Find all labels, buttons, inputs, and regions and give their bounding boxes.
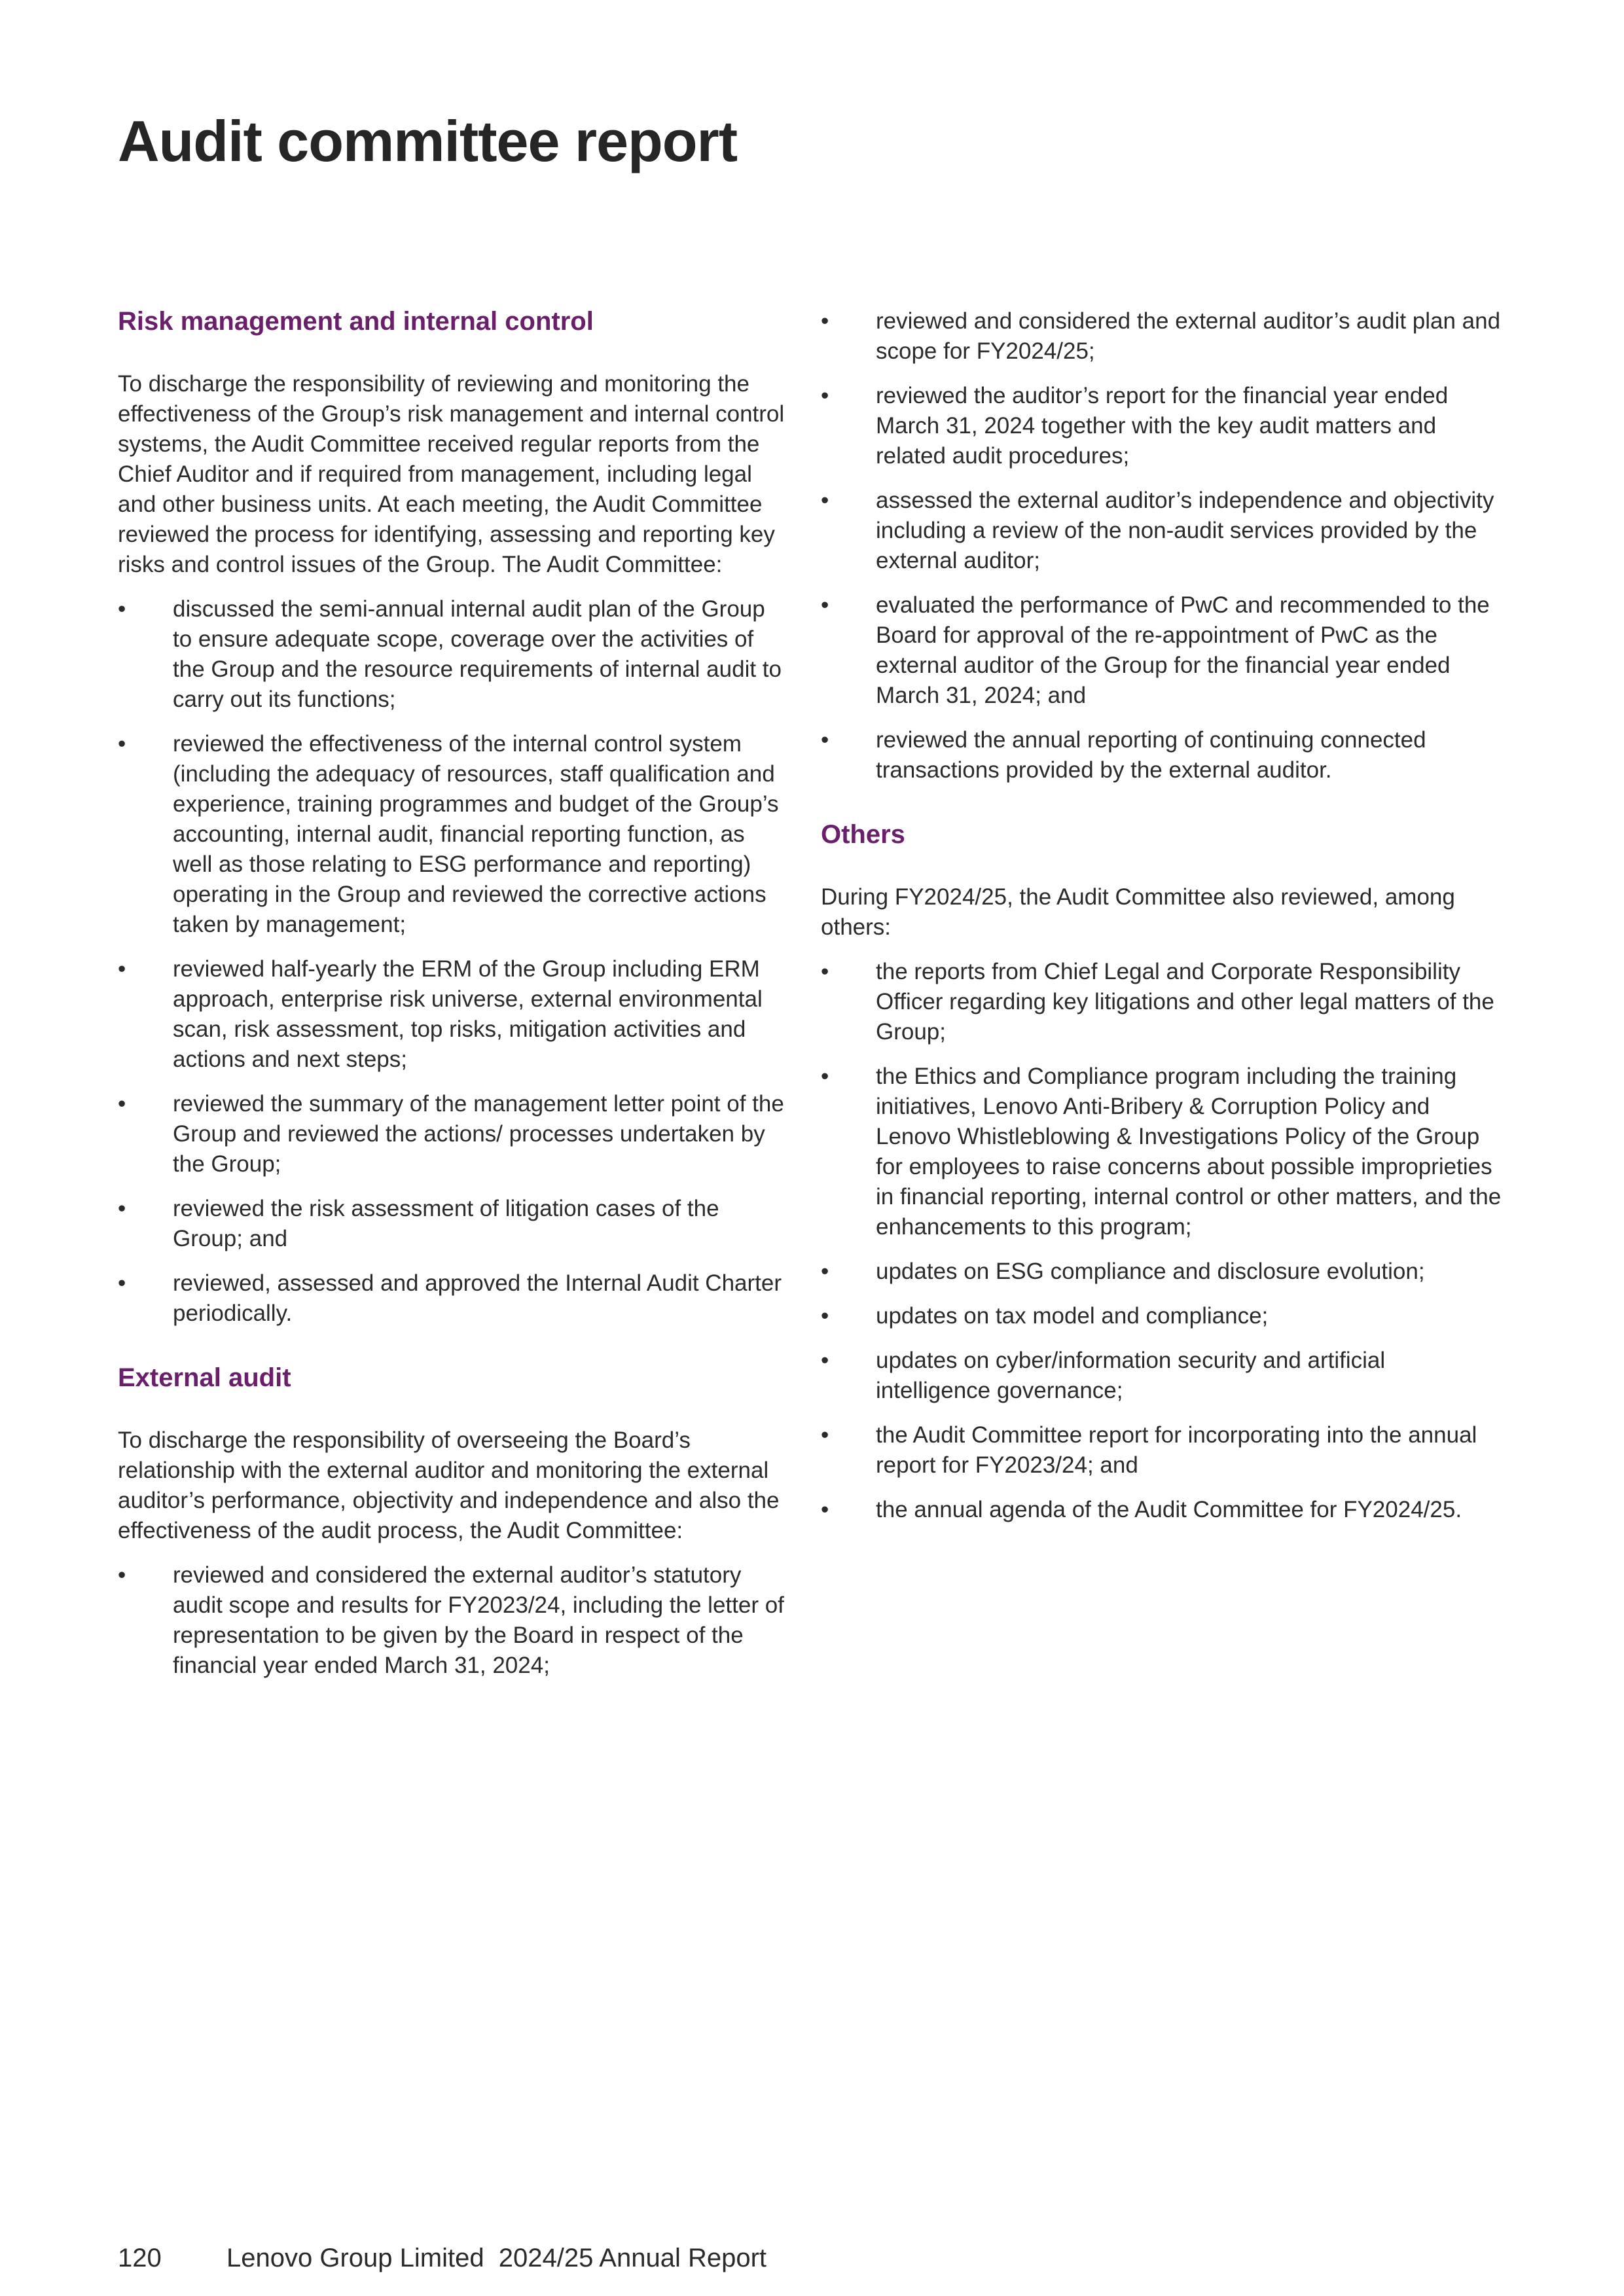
list-item: • reviewed, assessed and approved the Internal Audit Charter periodically. xyxy=(118,1268,785,1329)
page-footer xyxy=(118,2244,767,2273)
page-title: Audit committee report xyxy=(118,109,738,173)
list-item: • updates on tax model and compliance; xyxy=(821,1301,1502,1331)
list-item: • reviewed the effectiveness of the internal control system (including the adequacy of resources, staff qualification and experience, training programmes and budget of the Group’s accounting, internal audit, financial reporting function, as well as those relating to ESG performance and reporting) operating in the Group and reviewed the corrective actions taken by management; xyxy=(118,729,785,940)
publication-title: Lenovo Group Limited 2024/25 Annual Report xyxy=(226,2244,767,2272)
list-item: • reviewed the risk assessment of litigation cases of the Group; and xyxy=(118,1194,785,1254)
bullet-icon: • xyxy=(821,1303,829,1329)
others-intro-paragraph: During FY2024/25, the Audit Committee also reviewed, among others: xyxy=(821,884,1455,940)
bullet-icon: • xyxy=(118,731,126,757)
bullet-icon: • xyxy=(821,1422,829,1448)
bullet-icon: • xyxy=(821,1064,829,1089)
list-item: • reviewed the auditor’s report for the financial year ended March 31, 2024 together with the key audit matters and related audit procedures; xyxy=(821,381,1502,471)
bullet-icon: • xyxy=(821,1259,829,1284)
external-audit-bullet-list xyxy=(118,1560,785,1681)
list-item: • reviewed and considered the external auditor’s audit plan and scope for FY2024/25; xyxy=(821,306,1502,367)
bullet-icon: • xyxy=(821,727,829,753)
section-heading-others: Others xyxy=(821,820,905,849)
list-item: • the annual agenda of the Audit Committee for FY2024/25. xyxy=(821,1495,1502,1525)
bullet-icon: • xyxy=(821,592,829,618)
list-item: • the reports from Chief Legal and Corporate Responsibility Officer regarding key litigations and other legal matters of the Group; xyxy=(821,957,1502,1047)
list-item: • updates on ESG compliance and disclosure evolution; xyxy=(821,1257,1502,1287)
section-heading-risk: Risk management and internal control xyxy=(118,307,594,336)
list-item: • the Ethics and Compliance program including the training initiatives, Lenovo Anti-Bribery & Corruption Policy and Lenovo Whistleblowing & Investigations Policy of the Group for employees to raise concerns about possible improprieties in financial reporting, internal control or other matters, and the enhancements to this program; xyxy=(821,1062,1502,1242)
list-item: • the Audit Committee report for incorporating into the annual report for FY2023/24; and xyxy=(821,1420,1502,1480)
bullet-icon: • xyxy=(821,959,829,984)
list-item: • discussed the semi-annual internal audit plan of the Group to ensure adequate scope, coverage over the activities of the Group and the resource requirements of internal audit to carry out its functions; xyxy=(118,594,785,715)
list-item: • reviewed half-yearly the ERM of the Group including ERM approach, enterprise risk universe, external environmental scan, risk assessment, top risks, mitigation activities and actions and next steps; xyxy=(118,954,785,1075)
list-item: • reviewed and considered the external auditor’s statutory audit scope and results for FY2023/24, including the letter of representation to be given by the Board in respect of the financial year ended March 31, 2024; xyxy=(118,1560,785,1681)
bullet-icon: • xyxy=(118,596,126,622)
bullet-icon: • xyxy=(821,308,829,334)
left-column xyxy=(118,306,785,1695)
external-audit-bullet-list-continued xyxy=(821,306,1502,785)
bullet-icon: • xyxy=(118,956,126,982)
bullet-icon: • xyxy=(821,383,829,408)
bullet-icon: • xyxy=(821,1497,829,1522)
risk-bullet-list xyxy=(118,594,785,1329)
section-heading-external-audit: External audit xyxy=(118,1363,291,1392)
bullet-icon: • xyxy=(118,1196,126,1221)
bullet-icon: • xyxy=(118,1562,126,1588)
risk-intro-paragraph: To discharge the responsibility of reviewing and monitoring the effectiveness of the Group’s risk management and internal control systems, the Audit Committee received regular reports from the Chief Auditor and if required from management, including legal and other business units. At each meeting, the Audit Committee reviewed the process for identifying, assessing and reporting key risks and control issues of the Group. The Audit Committee: xyxy=(118,371,785,577)
page-number: 120 xyxy=(118,2244,162,2272)
bullet-icon: • xyxy=(118,1091,126,1117)
list-item: • updates on cyber/information security and artificial intelligence governance; xyxy=(821,1346,1502,1406)
bullet-icon: • xyxy=(821,1348,829,1373)
list-item: • reviewed the summary of the management letter point of the Group and reviewed the actions/ processes undertaken by the Group; xyxy=(118,1089,785,1179)
bullet-icon: • xyxy=(821,488,829,513)
external-audit-intro-paragraph: To discharge the responsibility of overseeing the Board’s relationship with the external auditor and monitoring the external auditor’s performance, objectivity and independence and also the effectiveness of the audit process, the Audit Committee: xyxy=(118,1427,780,1543)
bullet-icon: • xyxy=(118,1270,126,1296)
list-item: • reviewed the annual reporting of continuing connected transactions provided by the external auditor. xyxy=(821,725,1502,785)
list-item: • evaluated the performance of PwC and recommended to the Board for approval of the re-appointment of PwC as the external auditor of the Group for the financial year ended March 31, 2024; and xyxy=(821,590,1502,711)
right-column xyxy=(821,306,1502,1539)
others-bullet-list xyxy=(821,957,1502,1525)
list-item: • assessed the external auditor’s independence and objectivity including a review of the non-audit services provided by the external auditor; xyxy=(821,486,1502,576)
